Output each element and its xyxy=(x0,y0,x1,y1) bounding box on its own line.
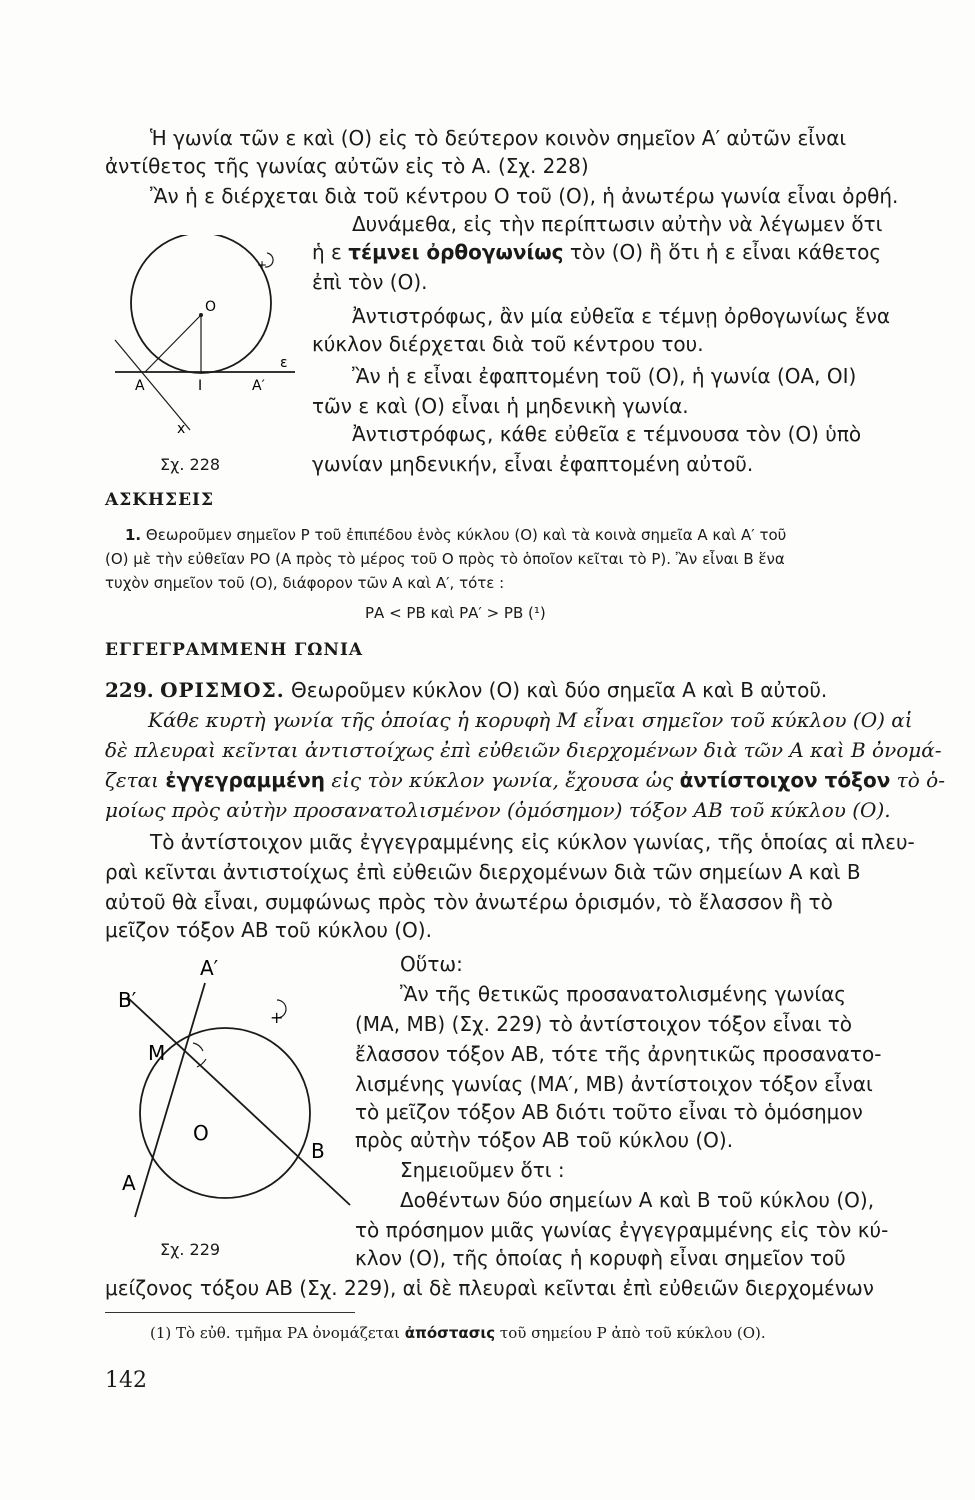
label-a-prime: Α′ xyxy=(252,378,265,394)
label-b-prime: Β′ xyxy=(118,988,137,1012)
text-line: Τὸ ἀντίστοιχον μιᾶς ἐγγεγραμμένης εἰς κύκλον γωνίας, τῆς ὁποίας αἱ πλευ- xyxy=(150,830,915,854)
text-line: Ἂν ἡ ε εἶναι ἐφαπτομένη τοῦ (Ο), ἡ γωνία (ΟΑ, ΟΙ) xyxy=(352,364,857,388)
figure-caption: Σχ. 229 xyxy=(160,1240,221,1259)
text-line: ἐπὶ τὸν (Ο). xyxy=(312,270,428,294)
italic-line: Κάθε κυρτὴ γωνία τῆς ὁποίας ἡ κορυφὴ Μ εἶναι σημεῖον τοῦ κύκλου (Ο) αἱ xyxy=(148,708,913,732)
label-a-prime: Α′ xyxy=(200,956,219,980)
italic-line: δὲ πλευραὶ κεῖνται ἀντιστοίχως ἐπὶ εὐθειῶν διερχομένων διὰ τῶν Α καὶ Β ὀνομά- xyxy=(105,738,942,762)
text-line: Σημειοῦμεν ὅτι : xyxy=(400,1158,565,1182)
italic-line: ζεται ἐγγεγραμμένη εἰς τὸν κύκλον γωνία, ἔχουσα ὡς ἀντίστοιχον τόξον τὸ ὁ- xyxy=(105,768,945,792)
footnote-divider xyxy=(105,1312,355,1313)
figure-229 xyxy=(105,955,365,1245)
definition-line: 229. ΟΡΙΣΜΟΣ. Θεωροῦμεν κύκλον (Ο) καὶ δύο σημεῖα Α καὶ Β αὐτοῦ. xyxy=(105,678,828,702)
label-e: ε xyxy=(280,355,288,371)
text-line: μεῖζον τόξον ΑΒ τοῦ κύκλου (Ο). xyxy=(105,918,432,942)
text-line: αὐτοῦ θὰ εἶναι, συμφώνως πρὸς τὸν ἀνωτέρω ὁρισμόν, τὸ ἔλασσον ἢ τὸ xyxy=(105,890,833,914)
text-line: Δυνάμεθα, εἰς τὴν περίπτωσιν αὐτὴν νὰ λέγωμεν ὅτι xyxy=(352,212,883,236)
label-m: Μ xyxy=(148,1041,166,1065)
text-line: ραὶ κεῖνται ἀντιστοίχως ἐπὶ εὐθειῶν διερχομένων διὰ τῶν σημείων Α καὶ Β xyxy=(105,860,861,884)
exercise-line: 1. Θεωροῦμεν σημεῖον Ρ τοῦ ἐπιπέδου ἑνὸς κύκλου (Ο) καὶ τὰ κοινὰ σημεῖα Α καὶ Α′ τοῦ xyxy=(125,526,787,544)
text-line: Ἀντιστρόφως, ἂν μία εὐθεῖα ε τέμνῃ ὀρθογωνίως ἕνα xyxy=(352,304,891,328)
text-line: πρὸς αὐτὴν τόξον ΑΒ τοῦ κύκλου (Ο). xyxy=(355,1128,734,1152)
text-line: ἔλασσον τόξον ΑΒ, τότε τῆς ἀρνητικῶς προσανατο- xyxy=(355,1042,882,1066)
text-line: γωνίαν μηδενικήν, εἶναι ἐφαπτομένη αὐτοῦ. xyxy=(312,452,754,476)
segment-oa xyxy=(145,315,201,372)
text-line: κλον (Ο), τῆς ὁποίας ἡ κορυφὴ εἶναι σημεῖον τοῦ xyxy=(355,1246,846,1270)
figure-caption: Σχ. 228 xyxy=(160,455,221,474)
label-b: Β xyxy=(311,1139,325,1163)
text-line: ἀντίθετος τῆς γωνίας αὐτῶν εἰς τὸ Α. (Σχ. 228) xyxy=(105,154,589,178)
text-line: Ἂν τῆς θετικῶς προσανατολισμένης γωνίας xyxy=(400,982,847,1006)
text-line: Δοθέντων δύο σημείων Α καὶ Β τοῦ κύκλου (Ο), xyxy=(400,1188,875,1212)
label-i: Ι xyxy=(198,378,203,394)
text-line: λισμένης γωνίας (ΜΑ′, ΜΒ) ἀντίστοιχον τόξον εἶναι xyxy=(355,1072,873,1096)
text-line: (ΜΑ, ΜΒ) (Σχ. 229) τὸ ἀντίστοιχον τόξον εἶναι τὸ xyxy=(355,1012,853,1036)
text-line: Ἡ γωνία τῶν ε καὶ (Ο) εἰς τὸ δεύτερον κοινὸν σημεῖον Α′ αὐτῶν εἶναι xyxy=(150,126,847,150)
page-number: 142 xyxy=(105,1368,147,1393)
italic-line: μοίως πρὸς αὐτὴν προσανατολισμένον (ὁμόσημον) τόξον ΑΒ τοῦ κύκλου (Ο). xyxy=(105,798,891,822)
label-a: Α xyxy=(135,378,145,394)
text-line: τὸ μεῖζον τόξον ΑΒ διότι τοῦτο εἶναι τὸ ὁμόσημον xyxy=(355,1100,863,1124)
text-line: Οὕτω: xyxy=(400,952,463,976)
exercise-line: (Ο) μὲ τὴν εὐθεῖαν ΡΟ (Α πρὸς τὸ μέρος τοῦ Ο πρὸς τὸ ὁποῖον κεῖται τὸ Ρ). Ἂν εἶναι Β ἕνα xyxy=(105,550,785,568)
text-line: μείζονος τόξου ΑΒ (Σχ. 229), αἱ δὲ πλευραὶ κεῖνται ἐπὶ εὐθειῶν διερχομένων xyxy=(105,1276,874,1300)
figure-228 xyxy=(105,235,305,455)
text-line: κύκλον διέρχεται διὰ τοῦ κέντρου του. xyxy=(312,332,704,356)
label-o: O xyxy=(205,299,217,315)
text-line: Ἀντιστρόφως, κάθε εὐθεῖα ε τέμνουσα τὸν (Ο) ὑπὸ xyxy=(352,422,862,446)
text-line: ἡ ε τέμνει ὀρθογωνίως τὸν (Ο) ἢ ὅτι ἡ ε εἶναι κάθετος xyxy=(312,240,882,264)
footnote: (1) Τὸ εὐθ. τμῆμα ΡΑ ὀνομάζεται ἀπόστασις τοῦ σημείου Ρ ἀπὸ τοῦ κύκλου (Ο). xyxy=(150,1324,766,1342)
exercise-formula: ΡΑ < ΡΒ καὶ ΡΑ′ > ΡΒ (¹) xyxy=(365,604,546,622)
line-ma xyxy=(135,983,205,1217)
text-line: τὸ πρόσημον μιᾶς γωνίας ἐγγεγραμμένης εἰς τὸν κύ- xyxy=(355,1218,889,1242)
label-o: Ο xyxy=(193,1121,209,1145)
label-x: x xyxy=(177,421,186,437)
label-plus: + xyxy=(270,1008,284,1027)
label-a: Α xyxy=(122,1171,136,1195)
label-plus: + xyxy=(257,258,268,272)
text-line: τῶν ε καὶ (Ο) εἶναι ἡ μηδενικὴ γωνία. xyxy=(312,394,689,418)
angle-arc xyxy=(193,1043,203,1051)
exercise-line: τυχὸν σημεῖον τοῦ (Ο), διάφορον τῶν Α καὶ Α′, τότε : xyxy=(105,574,505,592)
exercises-heading: ΑΣΚΗΣΕΙΣ xyxy=(105,490,214,510)
center-point xyxy=(199,313,203,317)
section-heading: ΕΓΓΕΓΡΑΜΜΕΝΗ ΓΩΝΙΑ xyxy=(105,640,364,660)
text-line: Ἂν ἡ ε διέρχεται διὰ τοῦ κέντρου Ο τοῦ (Ο), ἡ ἀνωτέρω γωνία εἶναι ὀρθή. xyxy=(150,184,899,208)
